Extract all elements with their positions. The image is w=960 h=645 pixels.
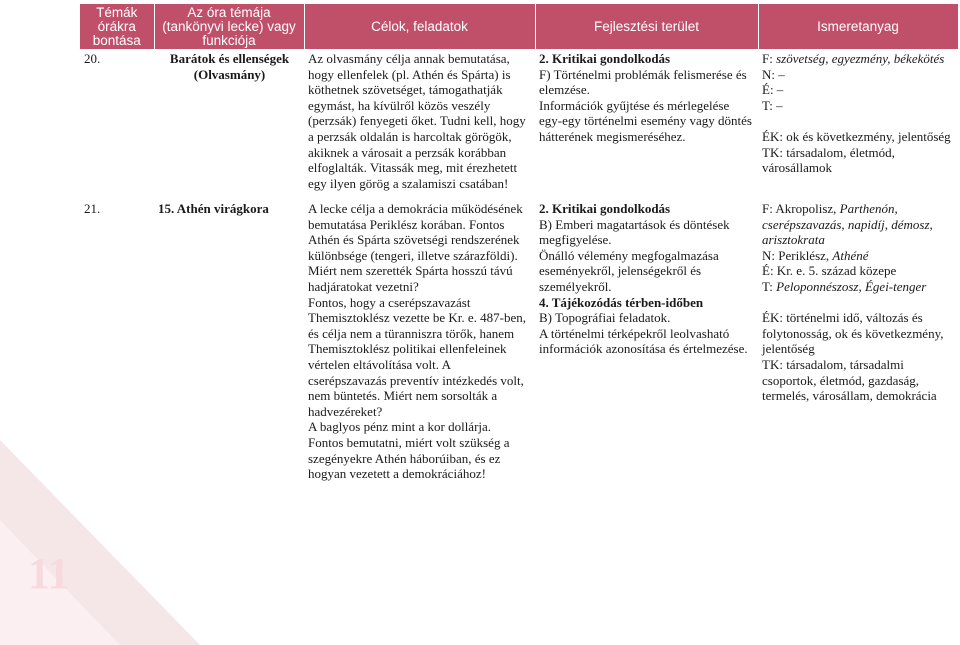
lesson-cell <box>154 49 304 201</box>
knowledge-ek: ÉK: történelmi idő, változás és folytonosság, ok és következmény, jelentőség <box>762 310 944 357</box>
hour-cell <box>80 49 154 201</box>
knowledge-t: T: Peloponnészosz, Égei-tenger <box>762 278 927 294</box>
knowledge-t: T: – <box>762 97 783 113</box>
curriculum-table <box>80 4 959 482</box>
header-lesson-topic: Az óra témája (tankönyvi lecke) vagy funkciója <box>154 4 304 49</box>
hour-cell <box>80 201 154 482</box>
knowledge-f: F: Akropolisz, Parthenón, cserépszavazás, napidíj, démosz, arisztokrata <box>762 201 933 248</box>
header-topic-hours: Témák órákra bontása <box>80 4 154 49</box>
lesson-title: Barátok és ellenségek <box>169 51 290 66</box>
page-number: 11 <box>28 549 70 598</box>
spacer <box>762 113 955 129</box>
spacer <box>762 295 955 311</box>
knowledge-e: É: Kr. e. 5. század közepe <box>762 263 897 279</box>
goals-cell <box>304 49 535 201</box>
header-knowledge: Ismeretanyag <box>758 4 958 49</box>
goals-text: Fontos bemutatni, miért volt szükség a szegényekre Athén háborúiban, és ez hogyan vezetett a demokráciához! <box>308 434 510 482</box>
dev-line: B) Topográfiai feladatok. <box>539 310 671 326</box>
dev-line: 4. Tájékozódás térben-időben <box>539 294 704 310</box>
table-row <box>80 201 958 482</box>
knowledge-ek: ÉK: ok és következmény, jelentőség <box>762 128 951 144</box>
table-row <box>80 49 958 201</box>
knowledge-tk: TK: társadalom, társadalmi csoportok, életmód, gazdaság, termelés, városállam, demokrácia <box>762 356 937 404</box>
lesson-cell <box>154 201 304 482</box>
lesson-subtitle: (Olvasmány) <box>193 66 266 82</box>
table-header-row <box>80 4 958 49</box>
dev-line: Információk gyűjtése és mérlegelése egy-egy történelmi esemény vagy döntés hátterének megismeréséhez. <box>539 97 752 144</box>
dev-line: A történelmi térképekről leolvasható információk azonosítása és értelmezése. <box>539 325 748 357</box>
goals-text: A lecke célja a demokrácia működésének bemutatása Periklész korában. Fontos Athén és Spárta szövetségi rendszerének különbsége (tengeri, illetve szárazföldi). Miért nem szerették Spárta hosszú távú hadjáratokat vezetni? <box>308 201 523 294</box>
goals-text: Az olvasmány célja annak bemutatása, hogy ellenfelek (pl. Athén és Spárta) is köthetnek szövetséget, támogathatják egymást, ha kívülről közös veszély (perzsák) fenyegeti őket. Tudni kell, hogy a perzsák oldalán is harcoltak görögök, akiknek a városait a perzsák korábban elfoglalták. Vitassák meg, mit érezhetett egy ilyen görög a szalamiszi csatában! <box>308 51 526 191</box>
dev-line: Önálló vélemény megfogalmazása eseményekről, jelenségekről és személyekről. <box>539 247 719 294</box>
dev-line: B) Emberi magatartások és döntések megfigyelése. <box>539 216 730 248</box>
knowledge-cell <box>758 201 958 482</box>
goals-cell <box>304 201 535 482</box>
knowledge-e: É: – <box>762 82 784 98</box>
knowledge-cell <box>758 49 958 201</box>
goals-text: A baglyos pénz mint a kor dollárja. <box>308 419 492 435</box>
knowledge-n: N: Periklész, Athéné <box>762 247 869 263</box>
lesson-title: 15. Athén virágkora <box>158 201 269 216</box>
hour-number: 20. <box>84 51 101 66</box>
hour-number: 21. <box>84 201 101 216</box>
knowledge-n: N: – <box>762 66 785 82</box>
dev-line: F) Történelmi problémák felismerése és elemzése. <box>539 66 747 98</box>
knowledge-tk: TK: társadalom, életmód, városállamok <box>762 144 895 176</box>
development-cell <box>535 49 758 201</box>
header-development: Fejlesztési terület <box>535 4 758 49</box>
knowledge-f: F: szövetség, egyezmény, békekötés <box>762 51 945 66</box>
dev-line: 2. Kritikai gondolkodás <box>539 51 671 66</box>
header-goals: Célok, feladatok <box>304 4 535 49</box>
development-cell <box>535 201 758 482</box>
dev-line: 2. Kritikai gondolkodás <box>539 201 671 216</box>
goals-text: Fontos, hogy a cserépszavazást Themisztoklész vezette be Kr. e. 487-ben, és célja nem a türanniszra törők, hanem Themisztoklész politikai ellenfeleinek vértelen eltávolítása volt. A cserépszavazás preventív intézkedés volt, nem büntetés. Miért nem sorsolták a hadvezéreket? <box>308 294 527 419</box>
